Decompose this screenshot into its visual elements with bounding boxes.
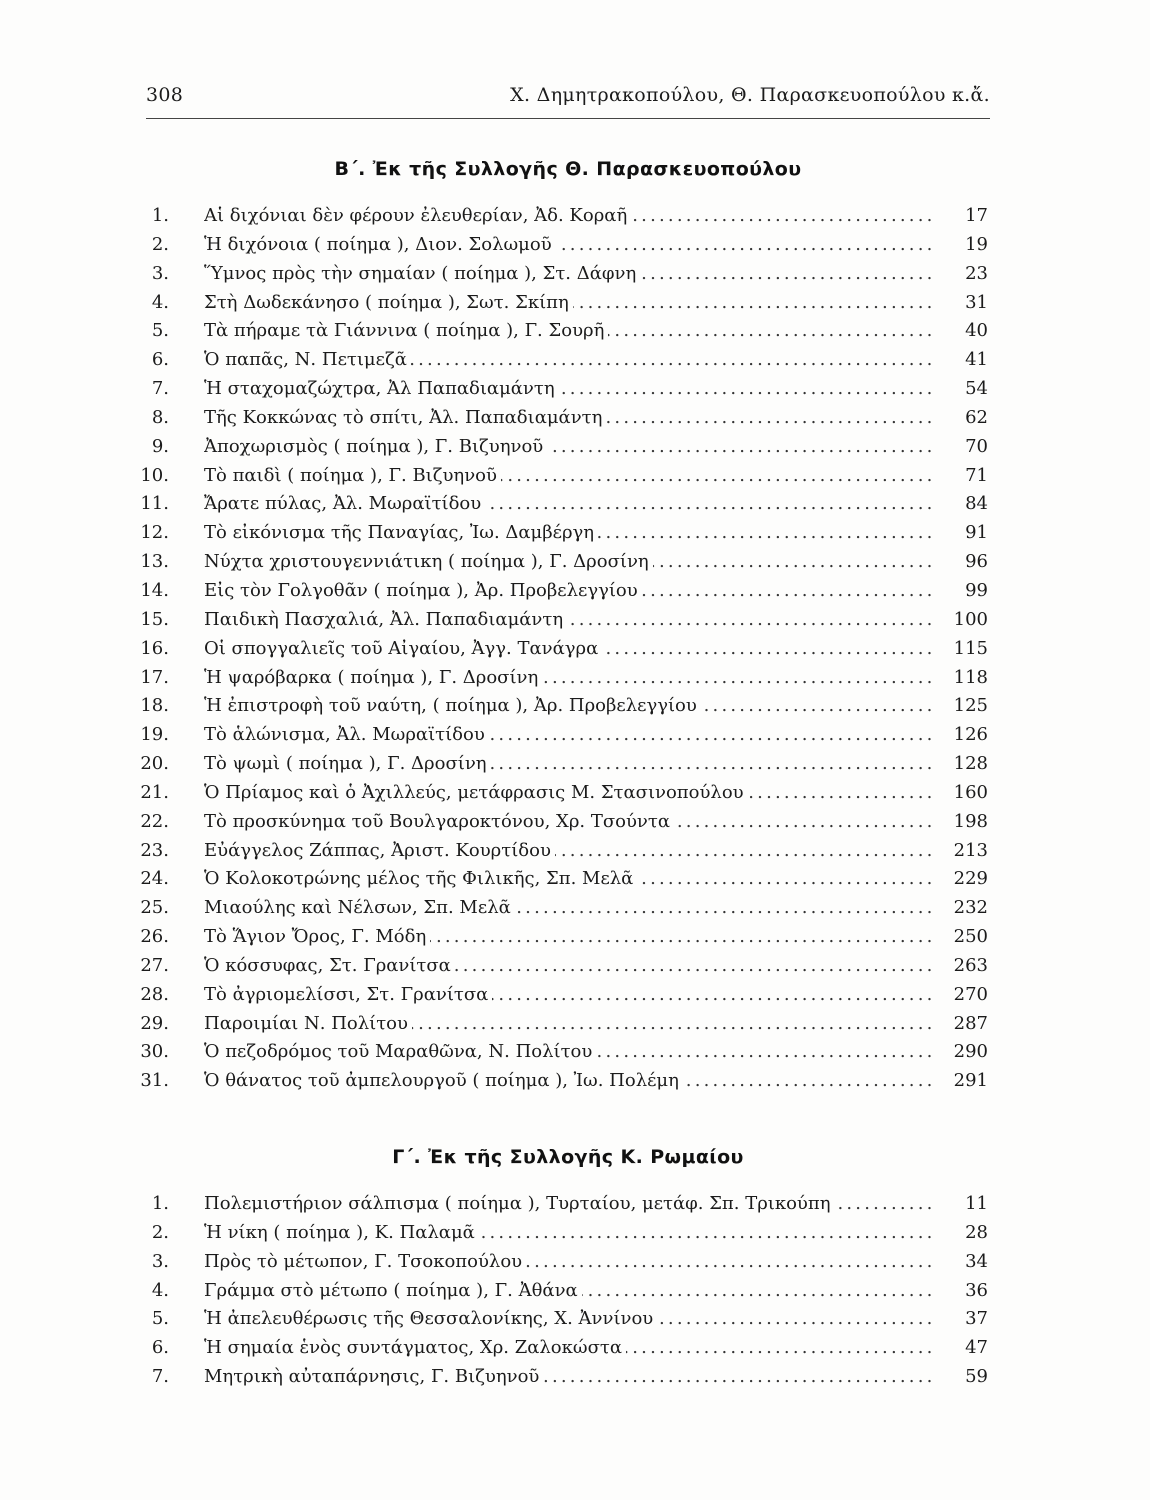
entry-number: 12 . <box>140 519 169 548</box>
entry-page-number: 250 <box>953 926 988 948</box>
entry-title-with-leader <box>204 692 932 721</box>
entry-number: 17 . <box>140 664 169 693</box>
entry-page-number: 213 <box>953 839 988 861</box>
toc-entry <box>140 894 988 923</box>
entry-title: Ἡ ἐπιστροφὴ τοῦ ναύτη, ( ποίημα ), Ἀρ. Προβελεγγίου <box>204 695 701 716</box>
entry-title: Παροιμίαι Ν. Πολίτου <box>204 1013 412 1034</box>
entry-number: 1 . <box>152 202 169 231</box>
entry-title-with-leader <box>204 577 932 606</box>
section-c-contents <box>146 1190 988 1392</box>
entry-page-number: 99 <box>965 579 988 601</box>
entry-page-number: 263 <box>953 954 988 976</box>
entry-title: Μητρικὴ αὐταπάρνησις, Γ. Βιζυηνοῦ <box>204 1366 543 1387</box>
toc-entry <box>140 808 988 837</box>
running-title: Χ. Δημητρακοπούλου, Θ. Παρασκευοπούλου κ.ἄ. <box>510 84 990 106</box>
entry-page-number: 270 <box>953 983 988 1005</box>
entry-number: 3 . <box>152 1248 169 1277</box>
entry-title-with-leader <box>204 837 932 866</box>
entry-title: Τὸ ψωμὶ ( ποίημα ), Γ. Δροσίνη <box>204 753 491 774</box>
toc-entry <box>146 346 988 375</box>
entry-title: Τῆς Κοκκώνας τὸ σπίτι, Ἀλ. Παπαδιαμάντη <box>204 407 606 428</box>
entry-number: 5 . <box>152 1305 169 1334</box>
toc-entry <box>140 837 988 866</box>
entry-title-with-leader <box>204 664 932 693</box>
entry-title-with-leader <box>204 317 932 346</box>
entry-number: 15 . <box>140 606 169 635</box>
entry-page-number: 17 <box>965 205 988 226</box>
entry-title: Μιαούλης καὶ Νέλσων, Σπ. Μελᾶ <box>204 897 515 918</box>
entry-title-with-leader <box>204 894 932 923</box>
entry-page-number: 37 <box>965 1308 988 1330</box>
toc-entry <box>140 1010 988 1039</box>
entry-title: Πολεμιστήριον σάλπισμα ( ποίημα ), Τυρταίου, μετάφ. Σπ. Τρικούπη <box>204 1193 834 1214</box>
entry-title-with-leader <box>204 923 932 952</box>
entry-page-number: 96 <box>965 551 988 573</box>
entry-number: 18 . <box>140 692 169 721</box>
entry-title-with-leader <box>204 1334 932 1363</box>
entry-page-number: 71 <box>965 464 988 486</box>
entry-number: 2 . <box>152 231 169 260</box>
entry-title: Εὐάγγελος Ζάππας, Ἀριστ. Κουρτίδου <box>204 840 555 861</box>
toc-entry <box>146 1334 988 1363</box>
entry-title-with-leader <box>204 1067 932 1096</box>
entry-page-number: 160 <box>953 781 988 803</box>
entry-number: 14 . <box>140 577 169 606</box>
toc-entry <box>140 923 988 952</box>
toc-entry <box>140 664 988 693</box>
entry-page-number: 40 <box>965 320 988 342</box>
entry-title-with-leader <box>204 202 932 231</box>
entry-title-with-leader <box>204 750 932 779</box>
toc-entry <box>140 577 988 606</box>
entry-page-number: 59 <box>965 1366 988 1388</box>
toc-entry <box>146 1277 988 1306</box>
entry-title: Τὰ πήραμε τὰ Γιάννινα ( ποίημα ), Γ. Σουρῆ <box>204 320 608 341</box>
entry-page-number: 91 <box>965 522 988 544</box>
entry-number: 8 . <box>152 404 169 433</box>
entry-number: 25 . <box>140 894 169 923</box>
entry-title-with-leader <box>204 952 932 981</box>
toc-entry <box>146 1190 988 1219</box>
entry-number: 23 . <box>140 837 169 866</box>
entry-page-number: 47 <box>965 1337 988 1359</box>
entry-page-number: 287 <box>953 1012 988 1034</box>
toc-entry <box>140 462 988 491</box>
toc-entry <box>146 1219 988 1248</box>
entry-title: Ἡ διχόνοια ( ποίημα ), Διον. Σολωμοῦ <box>204 234 556 255</box>
toc-entry <box>140 981 988 1010</box>
entry-number: 26 . <box>140 923 169 952</box>
toc-entry <box>146 289 988 318</box>
entry-title: Αἱ διχόνιαι δὲν φέρουν ἐλευθερίαν, Ἀδ. Κοραῆ <box>204 205 631 226</box>
section-b-contents <box>140 202 988 1096</box>
entry-title: Τὸ ἀγριομελίσσι, Στ. Γρανίτσα <box>204 984 492 1005</box>
toc-entry <box>140 692 988 721</box>
entry-page-number: 34 <box>965 1250 988 1272</box>
entry-title: Τὸ παιδὶ ( ποίημα ), Γ. Βιζυηνοῦ <box>204 465 501 486</box>
entry-page-number: 125 <box>953 695 988 717</box>
toc-entry <box>146 317 988 346</box>
entry-number: 3 . <box>152 260 169 289</box>
entry-title: Τὸ Ἅγιον Ὄρος, Γ. Μόδη <box>204 926 430 947</box>
entry-title: Ὁ Κολοκοτρώνης μέλος τῆς Φιλικῆς, Σπ. Μελᾶ <box>204 868 637 889</box>
entry-number: 10 . <box>140 462 169 491</box>
entry-number: 22 . <box>140 808 169 837</box>
toc-entry <box>146 202 988 231</box>
entry-title-with-leader <box>204 260 932 289</box>
entry-number: 9 . <box>152 433 169 462</box>
toc-entry <box>140 721 988 750</box>
entry-page-number: 54 <box>965 378 988 400</box>
entry-title-with-leader <box>204 375 932 404</box>
entry-title-with-leader <box>204 490 932 519</box>
entry-title: Στὴ Δωδεκάνησο ( ποίημα ), Σωτ. Σκίπη <box>204 292 573 313</box>
entry-title-with-leader <box>204 1277 932 1306</box>
entry-title: Ἡ σημαία ἑνὸς συντάγματος, Χρ. Ζαλοκώστα <box>204 1337 626 1358</box>
entry-page-number: 290 <box>953 1041 988 1063</box>
entry-title-with-leader <box>204 635 932 664</box>
entry-number: 2 . <box>152 1219 169 1248</box>
entry-title: Νύχτα χριστουγεννιάτικη ( ποίημα ), Γ. Δροσίνη <box>204 551 653 572</box>
entry-title-with-leader <box>204 779 932 808</box>
entry-title: Ἄρατε πύλας, Ἀλ. Μωραϊτίδου <box>204 493 485 514</box>
entry-page-number: 19 <box>965 233 988 255</box>
section-b-title: Β΄. Ἐκ τῆς Συλλογῆς Θ. Παρασκευοπούλου <box>334 158 802 180</box>
entry-title: Ὁ κόσσυφας, Στ. Γρανίτσα <box>204 955 455 976</box>
entry-number: 28 . <box>140 981 169 1010</box>
entry-page-number: 198 <box>953 810 988 832</box>
entry-title: Τὸ προσκύνημα τοῦ Βουλγαροκτόνου, Χρ. Τσούντα <box>204 811 674 832</box>
entry-title: Ἡ σταχομαζώχτρα, Ἀλ Παπαδιαμάντη <box>204 378 559 399</box>
entry-page-number: 41 <box>965 349 988 371</box>
toc-entry <box>140 1067 988 1096</box>
entry-number: 5 . <box>152 317 169 346</box>
entry-page-number: 128 <box>953 753 988 775</box>
toc-entry <box>140 1038 988 1067</box>
entry-number: 6 . <box>152 346 169 375</box>
entry-page-number: 229 <box>953 868 988 890</box>
entry-number: 16 . <box>140 635 169 664</box>
entry-title-with-leader <box>204 1305 932 1334</box>
entry-title: Οἱ σπογγαλιεῖς τοῦ Αἰγαίου, Ἀγγ. Τανάγρα <box>204 638 602 659</box>
entry-title: Ἀποχωρισμὸς ( ποίημα ), Γ. Βιζυηνοῦ <box>204 436 547 457</box>
entry-title: Εἰς τὸν Γολγοθᾶν ( ποίημα ), Ἀρ. Προβελεγγίου <box>204 580 642 601</box>
toc-entry <box>140 750 988 779</box>
entry-page-number: 62 <box>965 406 988 428</box>
toc-entry <box>140 490 988 519</box>
entry-title-with-leader <box>204 462 932 491</box>
entry-title-with-leader <box>204 1038 932 1067</box>
entry-title-with-leader <box>204 981 932 1010</box>
entry-number: 31 . <box>140 1067 169 1096</box>
entry-page-number: 100 <box>953 608 988 630</box>
entry-title-with-leader <box>204 519 932 548</box>
toc-entry <box>140 548 988 577</box>
entry-page-number: 70 <box>965 435 988 457</box>
entry-page-number: 118 <box>953 666 988 688</box>
page-number: 308 <box>146 84 184 106</box>
entry-title: Ὁ θάνατος τοῦ ἀμπελουργοῦ ( ποίημα ), Ἰω. Πολέμη <box>204 1070 683 1091</box>
entry-number: 4 . <box>152 1277 169 1306</box>
toc-entry <box>140 779 988 808</box>
entry-title: Ὁ παπᾶς, Ν. Πετιμεζᾶ <box>204 349 411 370</box>
toc-entry <box>146 375 988 404</box>
entry-title-with-leader <box>204 721 932 750</box>
entry-title-with-leader <box>204 865 932 894</box>
entry-title-with-leader <box>204 1219 932 1248</box>
entry-title-with-leader <box>204 548 932 577</box>
entry-title: Γράμμα στὸ μέτωπο ( ποίημα ), Γ. Ἀθάνα <box>204 1280 582 1301</box>
entry-number: 21 . <box>140 779 169 808</box>
toc-entry <box>146 260 988 289</box>
entry-title: Πρὸς τὸ μέτωπον, Γ. Τσοκοπούλου <box>204 1251 526 1272</box>
entry-page-number: 28 <box>965 1221 988 1243</box>
toc-entry <box>140 865 988 894</box>
entry-number: 1 . <box>152 1190 169 1219</box>
entry-page-number: 31 <box>965 291 988 313</box>
entry-number: 29 . <box>140 1010 169 1039</box>
entry-page-number: 115 <box>953 637 988 659</box>
entry-page-number: 291 <box>953 1070 988 1092</box>
entry-number: 24 . <box>140 865 169 894</box>
toc-entry <box>146 1248 988 1277</box>
entry-title: Τὸ εἰκόνισμα τῆς Παναγίας, Ἰω. Δαμβέργη <box>204 522 598 543</box>
entry-page-number: 36 <box>965 1279 988 1301</box>
running-head <box>146 84 990 110</box>
entry-page-number: 84 <box>965 493 988 515</box>
toc-entry <box>140 519 988 548</box>
entry-number: 4 . <box>152 289 169 318</box>
entry-title-with-leader <box>204 289 932 318</box>
entry-title-with-leader <box>204 404 932 433</box>
entry-number: 7 . <box>152 1363 169 1392</box>
entry-number: 30 . <box>140 1038 169 1067</box>
entry-title-with-leader <box>204 1248 932 1277</box>
entry-title-with-leader <box>204 1363 932 1392</box>
toc-entry <box>140 952 988 981</box>
entry-title-with-leader <box>204 1190 932 1219</box>
toc-entry <box>146 231 988 260</box>
toc-entry <box>146 404 988 433</box>
entry-page-number: 232 <box>953 897 988 919</box>
entry-title-with-leader <box>204 433 932 462</box>
toc-entry <box>146 1363 988 1392</box>
entry-title-with-leader <box>204 231 932 260</box>
entry-number: 27 . <box>140 952 169 981</box>
section-c-title: Γ΄. Ἐκ τῆς Συλλογῆς Κ. Ρωμαίου <box>392 1146 744 1168</box>
entry-title-with-leader <box>204 606 932 635</box>
header-rule <box>146 118 990 119</box>
toc-entry <box>146 1305 988 1334</box>
entry-number: 20 . <box>140 750 169 779</box>
entry-page-number: 126 <box>953 724 988 746</box>
entry-title-with-leader <box>204 1010 932 1039</box>
entry-page-number: 11 <box>965 1193 988 1214</box>
entry-title-with-leader <box>204 808 932 837</box>
entry-title: Ἡ νίκη ( ποίημα ), Κ. Παλαμᾶ <box>204 1222 479 1243</box>
entry-title: Ἡ ἀπελευθέρωσις τῆς Θεσσαλονίκης, Χ. Ἀννίνου <box>204 1308 657 1329</box>
entry-title: Ἡ ψαρόβαρκα ( ποίημα ), Γ. Δροσίνη <box>204 667 542 688</box>
entry-title: Παιδικὴ Πασχαλιά, Ἀλ. Παπαδιαμάντη <box>204 609 567 630</box>
entry-title: Ὁ πεζοδρόμος τοῦ Μαραθῶνα, Ν. Πολίτου <box>204 1041 596 1062</box>
entry-number: 19 . <box>140 721 169 750</box>
toc-entry <box>140 635 988 664</box>
entry-number: 11 . <box>140 490 169 519</box>
entry-title-with-leader <box>204 346 932 375</box>
entry-title: Ὕμνος πρὸς τὴν σημαίαν ( ποίημα ), Στ. Δάφνη <box>204 263 640 284</box>
entry-number: 13 . <box>140 548 169 577</box>
entry-number: 6 . <box>152 1334 169 1363</box>
entry-title: Ὁ Πρίαμος καὶ ὁ Ἀχιλλεύς, μετάφρασις Μ. Στασινοπούλου <box>204 782 748 803</box>
entry-page-number: 23 <box>965 262 988 284</box>
toc-entry <box>140 606 988 635</box>
entry-title: Τὸ ἁλώνισμα, Ἀλ. Μωραϊτίδου <box>204 724 489 745</box>
toc-entry <box>146 433 988 462</box>
entry-number: 7 . <box>152 375 169 404</box>
